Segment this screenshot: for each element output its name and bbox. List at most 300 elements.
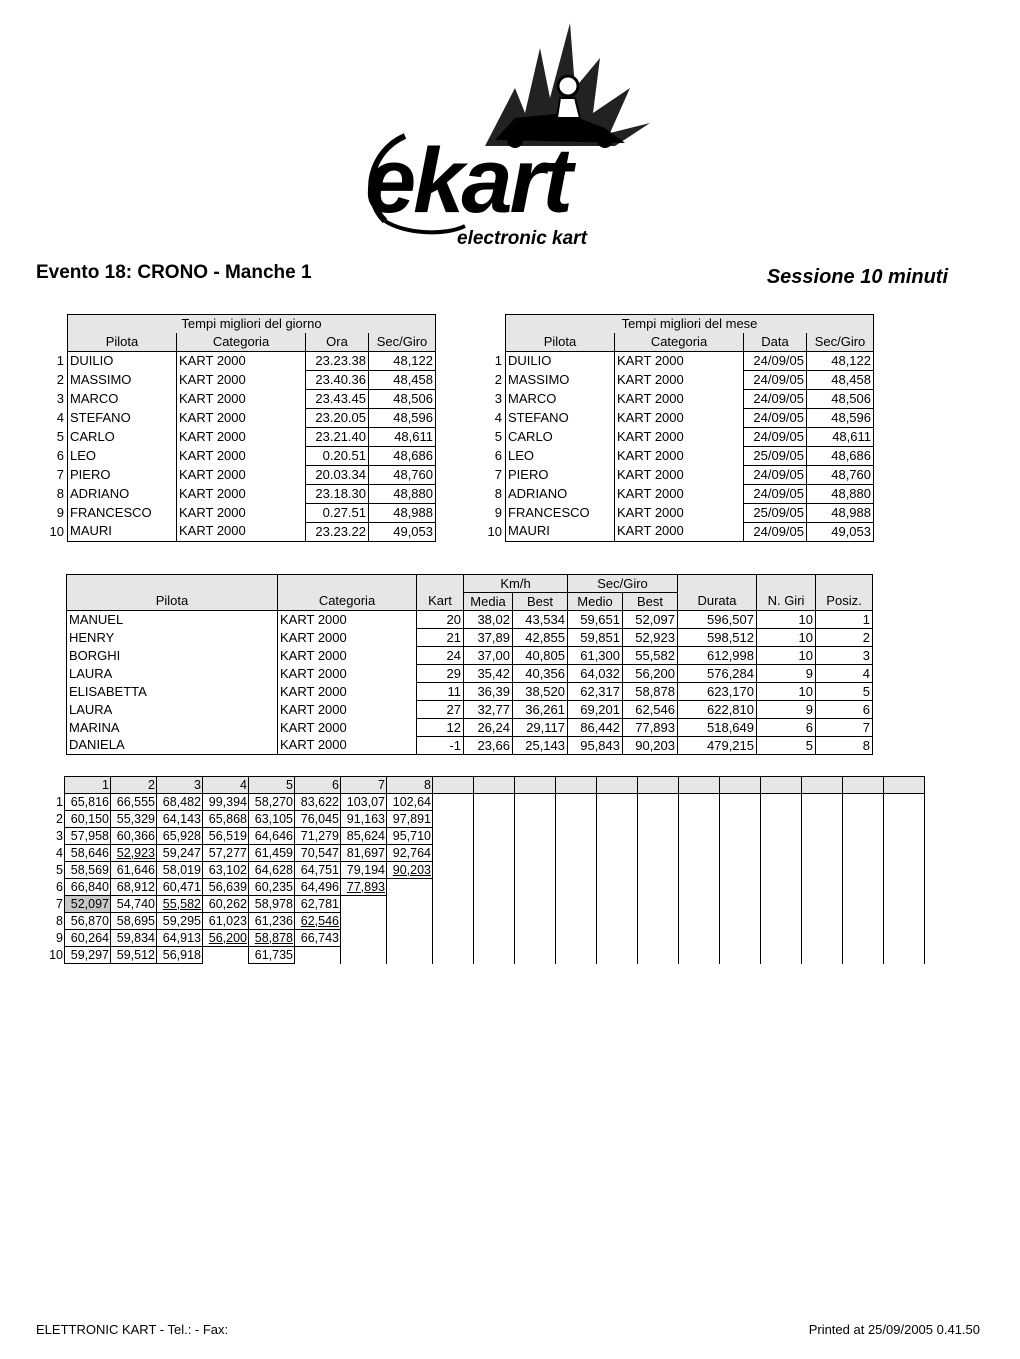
row-index: 8 <box>56 913 63 928</box>
table-row <box>36 351 436 370</box>
speed-media: 35,42 <box>464 665 513 683</box>
empty-cell <box>679 845 720 862</box>
category: KART 2000 <box>615 427 744 446</box>
laps-table <box>36 776 925 964</box>
laps-count: 10 <box>757 611 816 629</box>
speed-media: 37,00 <box>464 647 513 665</box>
lap-time: 60,150 <box>65 811 111 828</box>
row-index: 5 <box>56 862 63 877</box>
empty-cell <box>720 811 761 828</box>
sec-giro-value: 48,880 <box>807 484 874 503</box>
category: KART 2000 <box>615 465 744 484</box>
lap-time: 64,646 <box>249 828 295 845</box>
sec-giro-value: 48,506 <box>807 389 874 408</box>
table-row <box>67 701 873 719</box>
empty-cell <box>761 845 802 862</box>
lap-time: 56,918 <box>157 947 203 964</box>
sec-giro-value: 48,686 <box>369 446 436 465</box>
lap-time: 64,628 <box>249 862 295 879</box>
empty-cell <box>597 862 638 879</box>
category: KART 2000 <box>177 408 306 427</box>
col-sec-giro: Sec/Giro <box>369 333 436 352</box>
empty-cell <box>638 845 679 862</box>
lap-time: 57,277 <box>203 845 249 862</box>
sec-giro-value: 48,611 <box>807 427 874 446</box>
row-index: 1 <box>494 352 502 368</box>
empty-col-header <box>679 777 720 794</box>
category: KART 2000 <box>278 719 417 737</box>
lap-time: 59,247 <box>157 845 203 862</box>
pilot-name: MASSIMO <box>506 370 615 389</box>
sec-giro-value: 48,458 <box>807 370 874 389</box>
speed-media: 26,24 <box>464 719 513 737</box>
corner-cell <box>36 777 65 794</box>
sec-medio: 95,843 <box>568 737 623 755</box>
empty-col-header <box>515 777 556 794</box>
event-title: Evento 18: CRONO - Manche 1 <box>36 262 312 283</box>
pilot-name: PIERO <box>506 465 615 484</box>
empty-cell <box>515 794 556 811</box>
lap-time: 60,366 <box>111 828 157 845</box>
lap-time: 63,102 <box>203 862 249 879</box>
col-posiz: Posiz. <box>816 593 873 611</box>
kart-number: 11 <box>417 683 464 701</box>
lap-row <box>36 862 925 879</box>
empty-cell <box>802 862 843 879</box>
duration: 596,507 <box>678 611 757 629</box>
time-value: 0.20.51 <box>306 446 369 465</box>
table-row <box>67 665 873 683</box>
empty-cell <box>761 930 802 947</box>
empty-col-header <box>720 777 761 794</box>
empty-cell <box>433 811 474 828</box>
empty-cell <box>802 879 843 896</box>
col-sec-giro: Sec/Giro <box>807 333 874 352</box>
laps-count: 5 <box>757 737 816 755</box>
pilot-name: MAURI <box>506 522 615 541</box>
lap-time: 56,639 <box>203 879 249 896</box>
lap-time: 79,194 <box>341 862 387 879</box>
logo-subtitle: electronic kart <box>457 228 587 249</box>
lap-time: 66,743 <box>295 930 341 947</box>
lap-time: 76,045 <box>295 811 341 828</box>
empty-cell <box>433 913 474 930</box>
sec-giro-value: 48,596 <box>807 408 874 427</box>
pilot-name: STEFANO <box>68 408 177 427</box>
footer-printed-at: Printed at 25/09/2005 0.41.50 <box>808 1322 980 1337</box>
empty-cell <box>761 862 802 879</box>
duration: 598,512 <box>678 629 757 647</box>
sec-giro-value: 48,988 <box>369 503 436 522</box>
lap-time: 58,695 <box>111 913 157 930</box>
lap-time: 66,840 <box>65 879 111 896</box>
col-pilota: Pilota <box>67 593 278 611</box>
empty-cell <box>515 947 556 964</box>
pilot-name: ADRIANO <box>68 484 177 503</box>
speed-best: 29,117 <box>513 719 568 737</box>
lap-time <box>387 896 433 913</box>
empty-cell <box>638 879 679 896</box>
time-value: 23.43.45 <box>306 389 369 408</box>
empty-cell <box>720 794 761 811</box>
empty-cell <box>556 879 597 896</box>
category: KART 2000 <box>278 665 417 683</box>
speed-media: 36,39 <box>464 683 513 701</box>
position: 3 <box>816 647 873 665</box>
table-row <box>36 408 436 427</box>
lap-time: 52,923 <box>111 845 157 862</box>
time-value: 25/09/05 <box>744 503 807 522</box>
table-row <box>474 446 874 465</box>
time-value: 23.23.22 <box>306 522 369 541</box>
sec-medio: 86,442 <box>568 719 623 737</box>
lap-col-1: 1 <box>65 777 111 794</box>
row-index: 7 <box>494 466 502 482</box>
empty-cell <box>515 879 556 896</box>
empty-cell <box>884 862 925 879</box>
empty-cell <box>638 930 679 947</box>
empty-cell <box>556 896 597 913</box>
lap-time: 97,891 <box>387 811 433 828</box>
empty-cell <box>761 947 802 964</box>
empty-cell <box>720 913 761 930</box>
position: 6 <box>816 701 873 719</box>
category: KART 2000 <box>177 484 306 503</box>
speed-best: 40,356 <box>513 665 568 683</box>
time-value: 0.27.51 <box>306 503 369 522</box>
empty-cell <box>720 930 761 947</box>
category: KART 2000 <box>177 503 306 522</box>
empty-cell <box>720 879 761 896</box>
table-row <box>474 389 874 408</box>
empty-cell <box>638 811 679 828</box>
empty-cell <box>474 896 515 913</box>
empty-cell <box>597 794 638 811</box>
laps-count: 9 <box>757 665 816 683</box>
category: KART 2000 <box>177 446 306 465</box>
pilot-name: CARLO <box>68 427 177 446</box>
lap-col-2: 2 <box>111 777 157 794</box>
laps-count: 10 <box>757 683 816 701</box>
ekart-logo <box>365 18 665 249</box>
category: KART 2000 <box>177 522 306 541</box>
lap-time: 59,512 <box>111 947 157 964</box>
lap-time: 65,816 <box>65 794 111 811</box>
empty-cell <box>556 828 597 845</box>
pilot-name: DUILIO <box>68 351 177 370</box>
empty-cell <box>802 794 843 811</box>
lap-time: 103,07 <box>341 794 387 811</box>
sec-best: 77,893 <box>623 719 678 737</box>
pilot-name: LEO <box>506 446 615 465</box>
lap-time: 54,740 <box>111 896 157 913</box>
lap-time: 59,834 <box>111 930 157 947</box>
time-value: 24/09/05 <box>744 484 807 503</box>
laps-header-row <box>36 777 925 794</box>
logo-wordmark: ekart <box>365 130 570 232</box>
lap-time: 61,023 <box>203 913 249 930</box>
row-index: 10 <box>487 523 502 539</box>
sec-best: 62,546 <box>623 701 678 719</box>
lap-time: 65,928 <box>157 828 203 845</box>
empty-cell <box>679 862 720 879</box>
empty-cell <box>474 947 515 964</box>
sec-medio: 59,651 <box>568 611 623 629</box>
time-value: 23.20.05 <box>306 408 369 427</box>
empty-cell <box>761 896 802 913</box>
category: KART 2000 <box>177 465 306 484</box>
lap-row <box>36 828 925 845</box>
row-index: 4 <box>494 409 502 425</box>
empty-cell <box>802 896 843 913</box>
empty-cell <box>802 845 843 862</box>
empty-col-header <box>802 777 843 794</box>
position: 2 <box>816 629 873 647</box>
table-row <box>36 522 436 541</box>
empty-cell <box>802 913 843 930</box>
empty-cell <box>433 828 474 845</box>
sec-giro-value: 48,458 <box>369 370 436 389</box>
empty-cell <box>884 913 925 930</box>
lap-time: 65,868 <box>203 811 249 828</box>
empty-col-header <box>597 777 638 794</box>
lap-time: 55,329 <box>111 811 157 828</box>
empty-cell <box>556 794 597 811</box>
sec-giro-value: 48,880 <box>369 484 436 503</box>
lap-time: 60,264 <box>65 930 111 947</box>
empty-cell <box>761 811 802 828</box>
category: KART 2000 <box>177 370 306 389</box>
duration: 612,998 <box>678 647 757 665</box>
pilot-name: ADRIANO <box>506 484 615 503</box>
table-row <box>67 683 873 701</box>
duration: 518,649 <box>678 719 757 737</box>
lap-time: 61,459 <box>249 845 295 862</box>
pilot-name: CARLO <box>506 427 615 446</box>
empty-cell <box>884 896 925 913</box>
empty-cell <box>597 930 638 947</box>
empty-cell <box>597 896 638 913</box>
empty-col-header <box>474 777 515 794</box>
empty-cell <box>884 879 925 896</box>
empty-cell <box>884 794 925 811</box>
pilot-name: MASSIMO <box>68 370 177 389</box>
lap-time: 85,624 <box>341 828 387 845</box>
lap-time: 59,297 <box>65 947 111 964</box>
row-index: 9 <box>494 504 502 520</box>
lap-time <box>341 913 387 930</box>
empty-cell <box>884 811 925 828</box>
sec-giro-value: 48,122 <box>369 351 436 370</box>
table-row <box>474 427 874 446</box>
empty-cell <box>515 913 556 930</box>
category: KART 2000 <box>278 611 417 629</box>
col-pilota: Pilota <box>506 333 615 352</box>
day-best-table <box>36 314 436 542</box>
lap-time: 59,295 <box>157 913 203 930</box>
duration: 623,170 <box>678 683 757 701</box>
empty-cell <box>474 913 515 930</box>
empty-cell <box>474 828 515 845</box>
empty-cell <box>597 845 638 862</box>
empty-cell <box>556 811 597 828</box>
row-index: 10 <box>49 523 64 539</box>
row-index: 5 <box>494 428 502 444</box>
empty-cell <box>638 828 679 845</box>
lap-time: 56,870 <box>65 913 111 930</box>
kart-number: 24 <box>417 647 464 665</box>
time-value: 24/09/05 <box>744 427 807 446</box>
empty-cell <box>556 947 597 964</box>
empty-cell <box>843 913 884 930</box>
empty-cell <box>515 845 556 862</box>
group-sec-giro: Sec/Giro <box>568 575 678 593</box>
empty-cell <box>843 947 884 964</box>
lap-col-8: 8 <box>387 777 433 794</box>
row-index: 1 <box>56 352 64 368</box>
empty-cell <box>761 913 802 930</box>
position: 4 <box>816 665 873 683</box>
lap-time: 66,555 <box>111 794 157 811</box>
speed-best: 40,805 <box>513 647 568 665</box>
empty-cell <box>802 828 843 845</box>
lap-row <box>36 811 925 828</box>
empty-cell <box>884 930 925 947</box>
category: KART 2000 <box>278 647 417 665</box>
speed-media: 38,02 <box>464 611 513 629</box>
table-row <box>67 719 873 737</box>
row-index: 2 <box>56 811 63 826</box>
empty-cell <box>720 947 761 964</box>
table-row <box>474 465 874 484</box>
position: 7 <box>816 719 873 737</box>
empty-cell <box>556 862 597 879</box>
lap-time: 81,697 <box>341 845 387 862</box>
empty-cell <box>638 862 679 879</box>
table-row <box>36 370 436 389</box>
lap-row <box>36 947 925 964</box>
col-medio: Medio <box>568 593 623 611</box>
lap-col-5: 5 <box>249 777 295 794</box>
lap-time: 77,893 <box>341 879 387 896</box>
sec-giro-value: 48,760 <box>369 465 436 484</box>
lap-time: 95,710 <box>387 828 433 845</box>
lap-time: 99,394 <box>203 794 249 811</box>
empty-cell <box>843 879 884 896</box>
footer-contact: ELETTRONIC KART - Tel.: - Fax: <box>36 1322 229 1337</box>
category: KART 2000 <box>615 446 744 465</box>
sec-medio: 69,201 <box>568 701 623 719</box>
lap-time <box>387 879 433 896</box>
lap-time: 83,622 <box>295 794 341 811</box>
time-value: 25/09/05 <box>744 446 807 465</box>
lap-time <box>387 930 433 947</box>
pilot-name: LAURA <box>67 665 278 683</box>
empty-cell <box>433 794 474 811</box>
category: KART 2000 <box>278 701 417 719</box>
speed-media: 32,77 <box>464 701 513 719</box>
empty-cell <box>433 896 474 913</box>
time-value: 23.40.36 <box>306 370 369 389</box>
table-row <box>474 522 874 541</box>
row-index: 9 <box>56 930 63 945</box>
sec-giro-value: 48,988 <box>807 503 874 522</box>
table-row <box>36 503 436 522</box>
empty-cell <box>474 930 515 947</box>
col-data: Data <box>744 333 807 352</box>
empty-cell <box>597 811 638 828</box>
laps-count: 9 <box>757 701 816 719</box>
lap-row <box>36 794 925 811</box>
table-row <box>67 611 873 629</box>
empty-col-header <box>884 777 925 794</box>
empty-cell <box>515 811 556 828</box>
lap-row <box>36 896 925 913</box>
lap-time: 62,781 <box>295 896 341 913</box>
lap-time <box>387 947 433 964</box>
empty-cell <box>515 828 556 845</box>
category: KART 2000 <box>177 427 306 446</box>
kart-number: -1 <box>417 737 464 755</box>
row-index: 2 <box>494 371 502 387</box>
table-row <box>36 465 436 484</box>
empty-cell <box>556 913 597 930</box>
empty-cell <box>720 845 761 862</box>
time-value: 23.21.40 <box>306 427 369 446</box>
category: KART 2000 <box>615 408 744 427</box>
col-media: Media <box>464 593 513 611</box>
category: KART 2000 <box>615 351 744 370</box>
empty-col-header <box>761 777 802 794</box>
row-index: 8 <box>56 485 64 501</box>
lap-time: 64,143 <box>157 811 203 828</box>
empty-cell <box>843 794 884 811</box>
empty-cell <box>802 811 843 828</box>
lap-time <box>341 947 387 964</box>
speed-media: 37,89 <box>464 629 513 647</box>
empty-cell <box>433 862 474 879</box>
lap-time: 57,958 <box>65 828 111 845</box>
lap-time: 58,978 <box>249 896 295 913</box>
table-row <box>474 370 874 389</box>
empty-cell <box>761 794 802 811</box>
col-ora: Ora <box>306 333 369 352</box>
laps-count: 6 <box>757 719 816 737</box>
category: KART 2000 <box>278 737 417 755</box>
pilot-name: STEFANO <box>506 408 615 427</box>
lap-time: 64,913 <box>157 930 203 947</box>
col-categoria: Categoria <box>615 333 744 352</box>
row-index: 1 <box>56 794 63 809</box>
speed-best: 25,143 <box>513 737 568 755</box>
group-kmh: Km/h <box>464 575 568 593</box>
sec-best: 90,203 <box>623 737 678 755</box>
lap-time: 58,878 <box>249 930 295 947</box>
empty-col-header <box>638 777 679 794</box>
month-best-table <box>474 314 874 542</box>
pilot-name: LAURA <box>67 701 278 719</box>
lap-time: 60,471 <box>157 879 203 896</box>
pilot-name: ELISABETTA <box>67 683 278 701</box>
table-row <box>36 446 436 465</box>
results-table <box>66 574 873 755</box>
empty-cell <box>884 947 925 964</box>
lap-col-4: 4 <box>203 777 249 794</box>
category: KART 2000 <box>177 351 306 370</box>
empty-cell <box>515 896 556 913</box>
lap-time: 58,646 <box>65 845 111 862</box>
session-title: Sessione 10 minuti <box>766 266 948 288</box>
